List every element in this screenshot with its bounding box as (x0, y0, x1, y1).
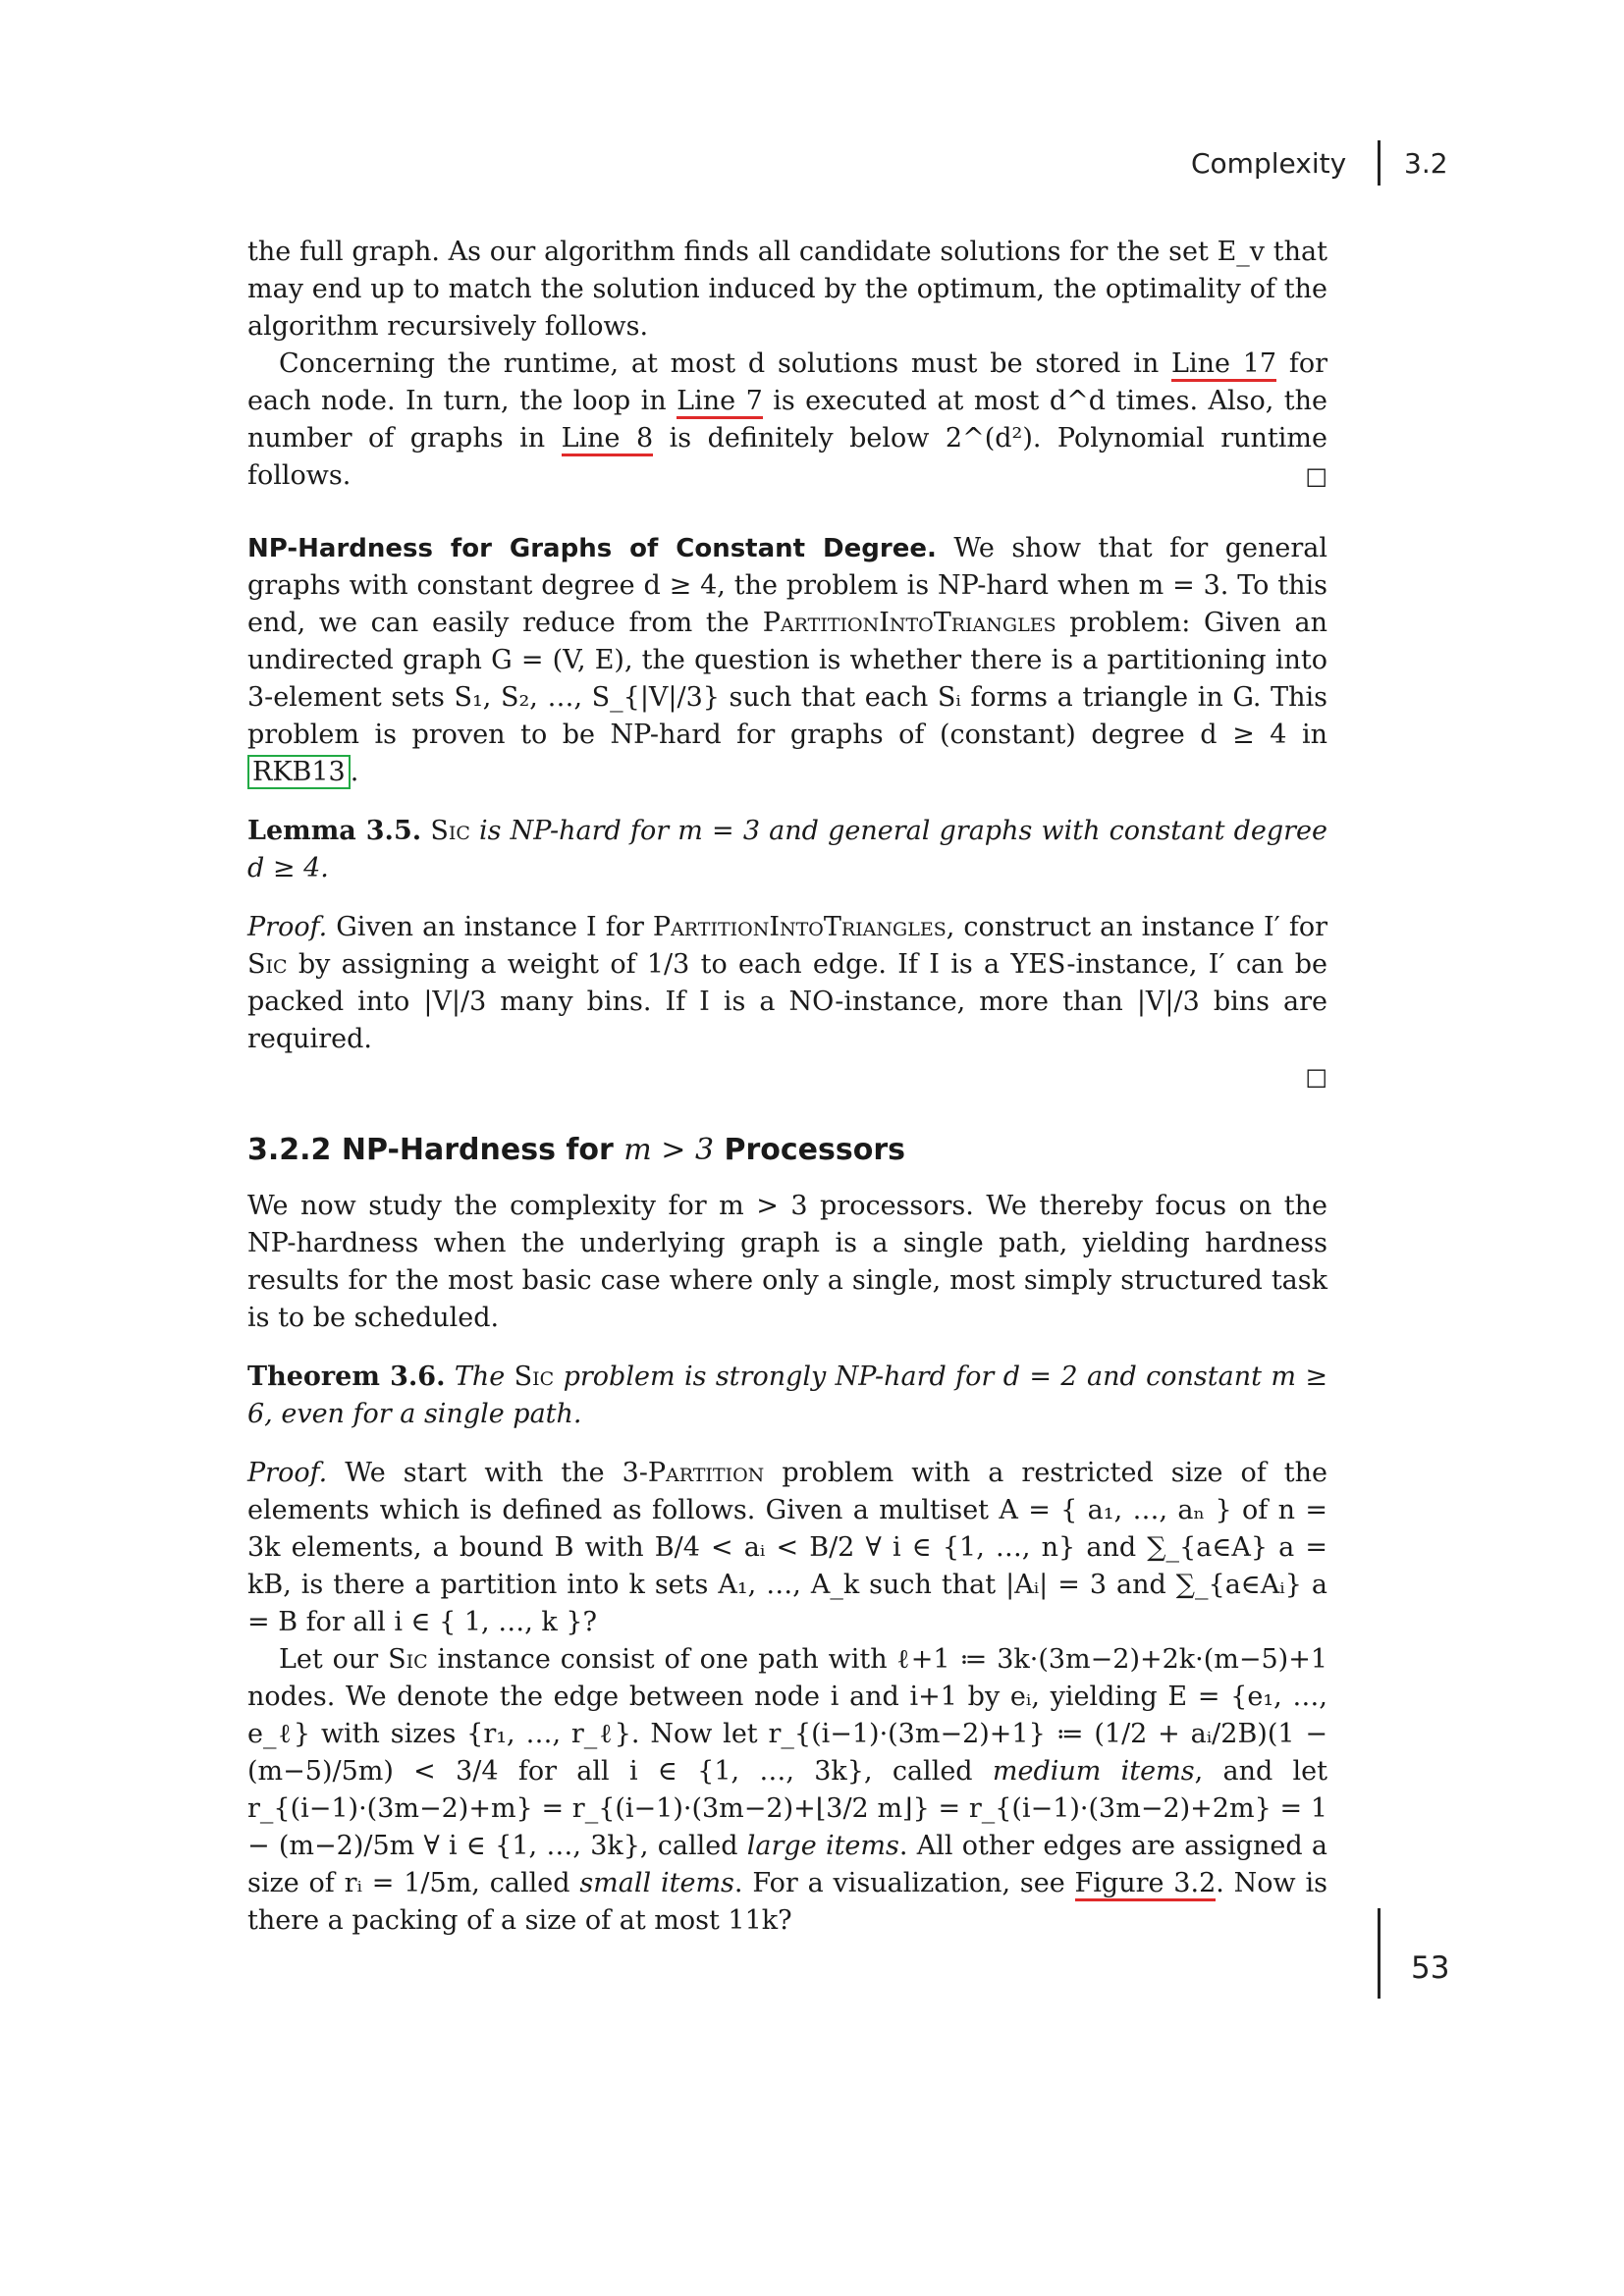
problem-name: PartitionIntoTriangles (652, 912, 947, 942)
lemma-3-5: Lemma 3.5. Sic is NP-hard for m = 3 and general graphs with constant degree d ≥ 4. (247, 816, 1328, 883)
paragraph-np-hardness-constant-degree: NP-Hardness for Graphs of Constant Degree. We show that for general graphs with constant degree d ≥ 4, the problem is NP-hard when m = 3. To this end, we can easily reduce from the PartitionIntoTriangles problem: Given an undirected graph G = (V, E), the question is whether there is a partitioning into 3-element sets S₁, S₂, …, S_{|V|/3} such that each Sᵢ forms a triangle in G. This problem is proven to be NP-hard for graphs of (constant) degree d ≥ 4 in RKB13 . (247, 533, 1327, 787)
paragraph-complexity-intro: We now study the complexity for m > 3 processors. We thereby focus on the NP-hardness when the underlying graph is a single path, yielding hardness results for the most basic case where only a single, most simply structured task is to be scheduled. (247, 1191, 1327, 1333)
lemma-label: Lemma 3.5. (247, 816, 422, 846)
proof-theorem-3-6: Proof. We start with the 3-Partition problem with a restricted size of the elements which is defined as follows. Given a multiset A = { a₁, …, aₙ } of n = 3k elements, a bound B with B/4 < aᵢ < B/2 ∀ i ∈ {1, …, n} and ∑_{a∈A} a = kB, is there a partition into k sets A₁, …, A_k such that |Aᵢ| = 3 and ∑_{a∈Aᵢ} a = B for all i ∈ { 1, …, k }? (247, 1458, 1327, 1637)
problem-name: Sic (514, 1362, 555, 1392)
line-17-link[interactable]: Line 17 (1171, 348, 1276, 382)
problem-name: Partition (647, 1458, 765, 1488)
page-body (247, 234, 1327, 1940)
paragraph-heading: NP-Hardness for Graphs of Constant Degree. (247, 534, 937, 563)
page-number: 53 (1411, 1950, 1450, 1986)
proof-label: Proof. (247, 1458, 328, 1488)
line-7-link[interactable]: Line 7 (677, 386, 763, 419)
footer-divider (1378, 1908, 1380, 1999)
problem-name: Sic (247, 949, 288, 980)
proof-label: Proof. (247, 912, 328, 942)
header-divider (1378, 140, 1380, 186)
proof-lemma-3-5: Proof. Given an instance I for PartitionIntoTriangles, construct an instance I′ for Sic by assigning a weight of 1/3 to each edge. If I is a YES-instance, I′ can be packed into |V|/3 many bins. If I is a NO-instance, more than |V|/3 bins are required. (247, 912, 1327, 1054)
theorem-3-6: Theorem 3.6. The Sic problem is strongly NP-hard for d = 2 and constant m ≥ 6, even for a single path. (247, 1362, 1327, 1429)
problem-name: Sic (388, 1644, 428, 1675)
theorem-label: Theorem 3.6. (247, 1362, 446, 1392)
running-header-section-number: 3.2 (1404, 147, 1448, 180)
qed-symbol: □ (1305, 1063, 1327, 1091)
section-heading-3-2-2: 3.2.2 NP-Hardness for m > 3 Processors (247, 1133, 905, 1167)
running-header-title: Complexity (1191, 147, 1347, 180)
qed-symbol: □ (1305, 462, 1327, 490)
citation-link[interactable]: RKB13 (247, 755, 351, 789)
figure-3-2-link[interactable]: Figure 3.2 (1075, 1868, 1217, 1901)
line-8-link[interactable]: Line 8 (562, 423, 654, 456)
paragraph-runtime: Concerning the runtime, at most d solutions must be stored in Line 17 for each node. In turn, the loop in Line 7 is executed at most d^d times. Also, the number of graphs in Line 8 is definitely below 2^(d²). Polynomial runtime follows. □ (247, 346, 1327, 495)
paragraph-optimality: the full graph. As our algorithm finds all candidate solutions for the set E_v that may end up to match the solution induced by the optimum, the optimality of the algorithm recursively follows. (247, 237, 1327, 342)
problem-name: Sic (430, 816, 470, 846)
paragraph-sic-instance: Let our Sic instance consist of one path with ℓ+1 ≔ 3k·(3m−2)+2k·(m−5)+1 nodes. We denote the edge between node i and i+1 by eᵢ, yielding E = {e₁, …, e_ℓ} with sizes {r₁, …, r_ℓ}. Now let r_{(i−1)·(3m−2)+1} ≔ (1/2 + aᵢ/2B)(1 − (m−5)/5m) < 3/4 for all i ∈ {1, …, 3k}, called medium items, and let r_{(i−1)·(3m−2)+m} = r_{(i−1)·(3m−2)+⌊3/2 m⌋} = r_{(i−1)·(3m−2)+2m} = 1 − (m−2)/5m ∀ i ∈ {1, …, 3k}, called large items. All other edges are assigned a size of rᵢ = 1/5m, called small items. For a visualization, see Figure 3.2. Now is there a packing of a size of at most 11k? (247, 1644, 1328, 1936)
problem-name: PartitionIntoTriangles (762, 608, 1056, 638)
